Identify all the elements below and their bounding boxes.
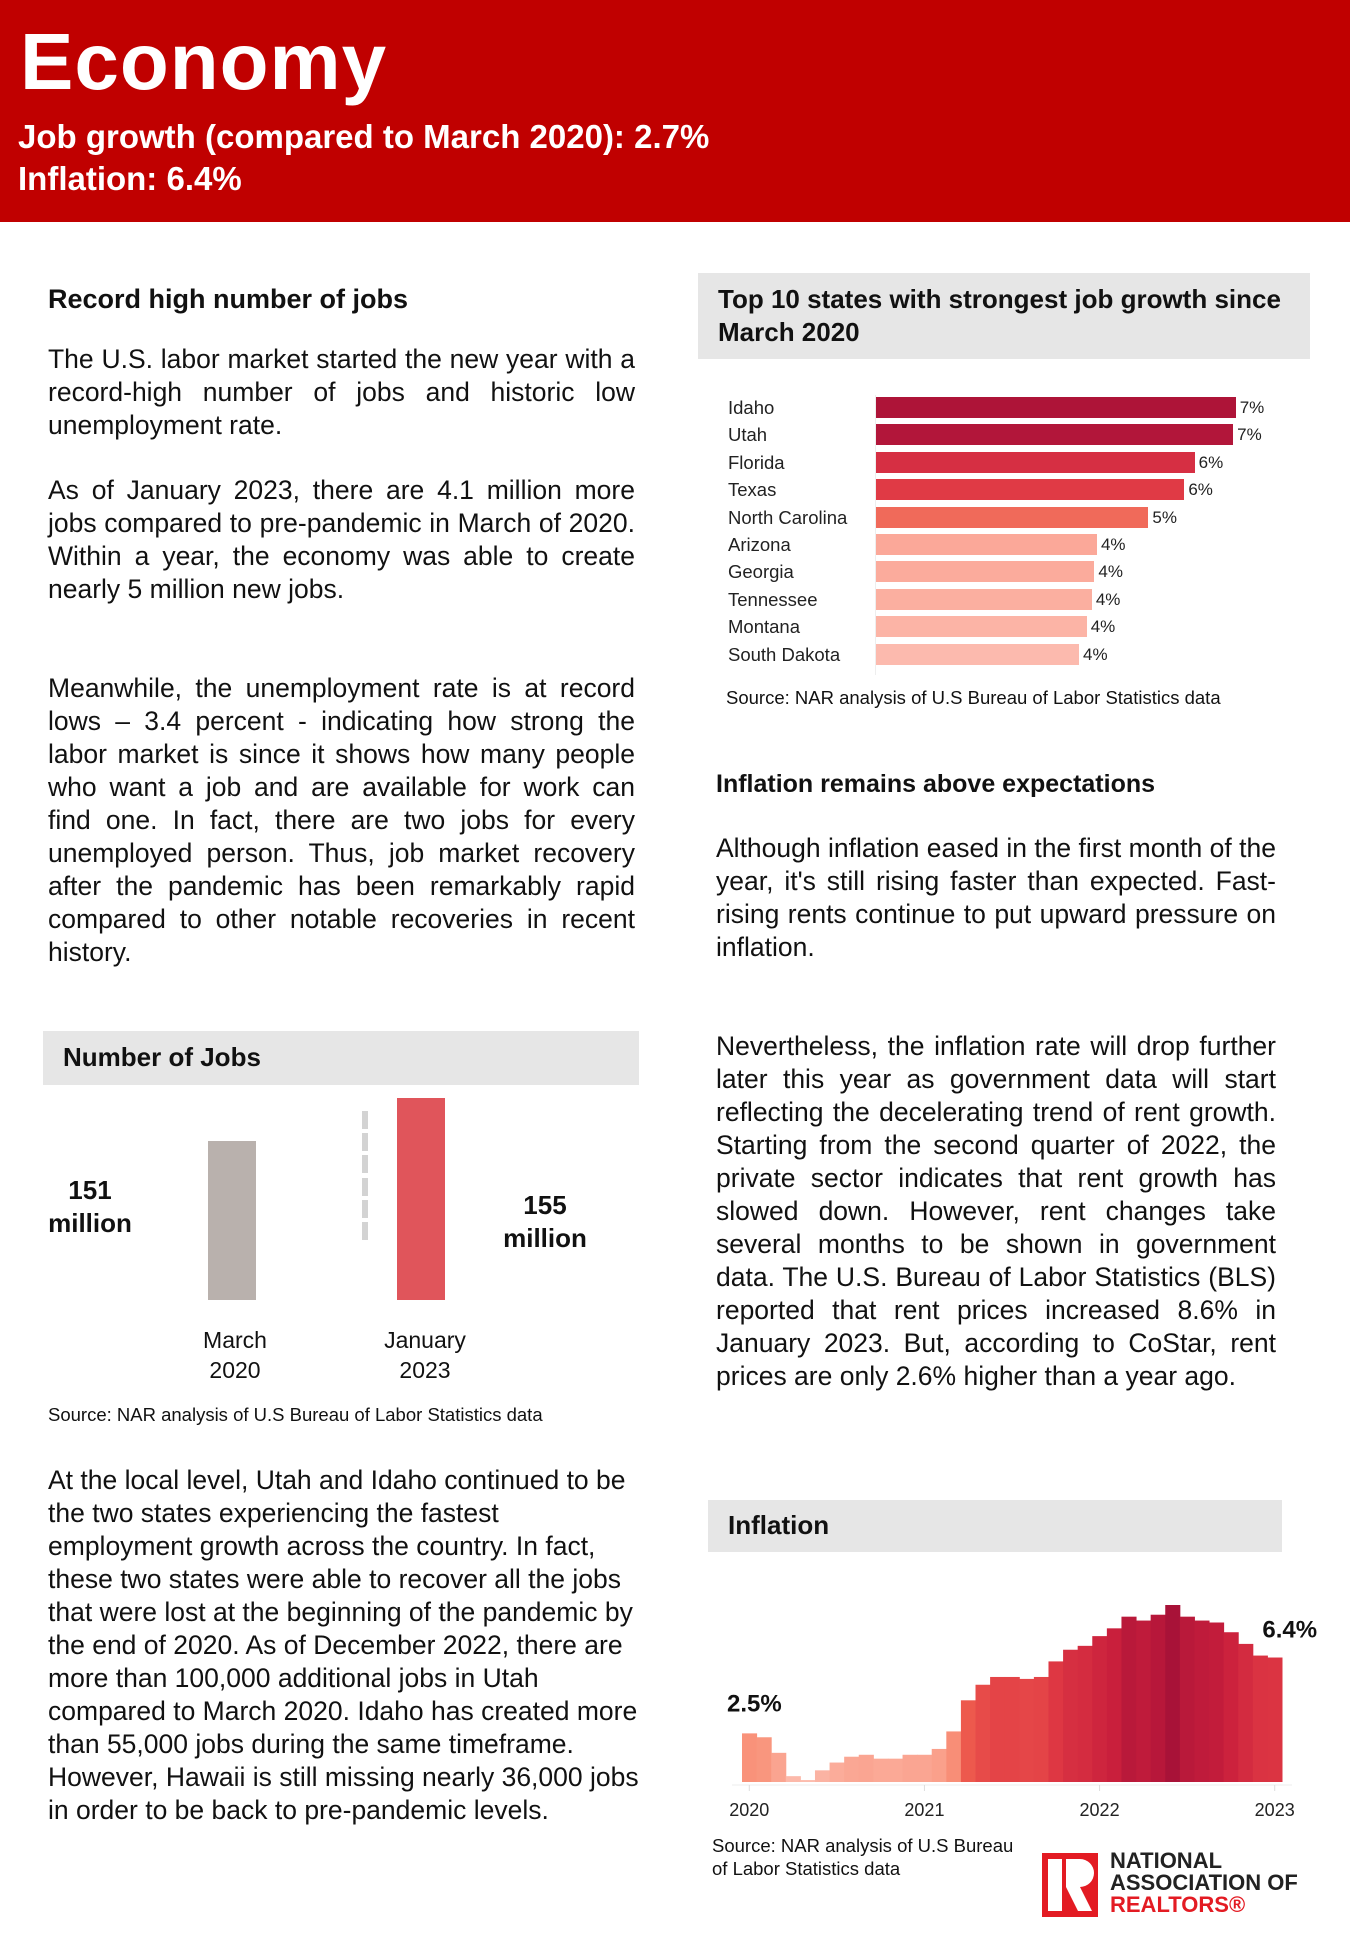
jobs-chart-title: Number of Jobs bbox=[63, 1042, 261, 1072]
jobs-chart bbox=[40, 1085, 640, 1395]
inflation-bar bbox=[990, 1677, 1005, 1782]
state-label: North Carolina bbox=[728, 506, 848, 528]
state-row bbox=[728, 616, 1298, 638]
state-bar bbox=[876, 644, 1079, 665]
jobs-chart-panel bbox=[43, 1031, 639, 1085]
states-chart-title: Top 10 states with strongest job growth since March 2020 bbox=[718, 284, 1281, 347]
jobs-value-unit: million bbox=[503, 1223, 587, 1253]
inflation-bar bbox=[1005, 1677, 1020, 1782]
divider-dash bbox=[362, 1133, 368, 1151]
inflation-bar bbox=[1063, 1650, 1078, 1782]
divider-dash bbox=[362, 1200, 368, 1218]
paragraph-intro: The U.S. labor market started the new year with a record-high number of jobs and historic low unemployment rate. bbox=[48, 344, 635, 440]
state-label: Texas bbox=[728, 479, 777, 501]
jobs-value-label-march-2020 bbox=[45, 1174, 135, 1240]
inflation-annotation-label: 6.4% bbox=[1262, 1616, 1318, 1644]
inflation-bar bbox=[1151, 1615, 1166, 1782]
inflation-year-label: 2022 bbox=[1079, 1800, 1120, 1820]
inflation-chart bbox=[700, 1560, 1340, 1820]
inflation-annotation-label: 2.5% bbox=[727, 1690, 782, 1718]
inflation-bar bbox=[917, 1755, 932, 1782]
state-bar bbox=[876, 479, 1184, 500]
inflation-bar bbox=[903, 1755, 918, 1782]
jobs-value-unit: million bbox=[48, 1208, 132, 1238]
state-bar bbox=[876, 507, 1148, 528]
state-row bbox=[728, 589, 1298, 611]
state-label: Georgia bbox=[728, 561, 794, 583]
inflation-bar bbox=[1019, 1679, 1034, 1782]
divider-dash bbox=[362, 1155, 368, 1173]
inflation-bar bbox=[786, 1776, 801, 1782]
state-row bbox=[728, 507, 1298, 529]
inflation-bar bbox=[932, 1749, 947, 1782]
inflation-bar bbox=[1078, 1646, 1093, 1782]
states-chart-panel bbox=[698, 273, 1310, 359]
state-value-label: 5% bbox=[1152, 507, 1177, 527]
inflation-year-label: 2020 bbox=[729, 1800, 770, 1820]
page-title: Economy bbox=[20, 17, 388, 106]
state-label: Idaho bbox=[728, 397, 775, 418]
state-label: Florida bbox=[728, 451, 785, 473]
jobs-category-year: 2020 bbox=[209, 1357, 261, 1383]
section-heading-jobs: Record high number of jobs bbox=[48, 284, 409, 314]
jobs-category-month: March bbox=[203, 1327, 267, 1353]
state-bar bbox=[876, 616, 1087, 637]
inflation-bar bbox=[1121, 1617, 1136, 1782]
inflation-bar bbox=[1194, 1621, 1209, 1782]
jobs-chart-source: Source: NAR analysis of U.S Bureau of Labor Statistics data bbox=[48, 1404, 543, 1425]
state-row bbox=[728, 479, 1298, 501]
state-value-label: 4% bbox=[1082, 644, 1108, 664]
inflation-bar bbox=[1224, 1632, 1239, 1782]
jobs-category-january-2023 bbox=[355, 1325, 495, 1385]
logo-line-1: NATIONAL bbox=[1110, 1848, 1223, 1873]
inflation-bar bbox=[1209, 1623, 1224, 1782]
paragraph-unemployment: Meanwhile, the unemployment rate is at record lows – 3.4 percent - indicating how strong the labor market is since it shows how many people who want a job and are available for work can find one. In fact, there are two jobs for every unemployed person. Thus, job market recovery after the pandemic has been remarkably rapid compared to other notable recoveries in recent history. bbox=[48, 673, 635, 967]
jobs-bar-march-2020 bbox=[208, 1141, 256, 1300]
state-row bbox=[728, 561, 1298, 583]
state-row bbox=[728, 534, 1298, 556]
inflation-bar bbox=[742, 1733, 757, 1782]
divider-dash bbox=[362, 1222, 368, 1240]
inflation-year-label: 2021 bbox=[904, 1800, 945, 1820]
state-bar bbox=[876, 424, 1233, 445]
inflation-bar bbox=[800, 1780, 815, 1782]
state-bar bbox=[876, 452, 1195, 473]
inflation-bar bbox=[815, 1770, 830, 1782]
inflation-bar bbox=[873, 1759, 888, 1782]
inflation-bar bbox=[888, 1759, 903, 1782]
states-chart-source: Source: NAR analysis of U.S Bureau of Labor Statistics data bbox=[726, 687, 1221, 708]
inflation-bar bbox=[1267, 1658, 1282, 1782]
logo-line-2: ASSOCIATION OF bbox=[1110, 1870, 1298, 1895]
logo-line-3: REALTORS® bbox=[1110, 1892, 1246, 1917]
nar-logo-text bbox=[1110, 1850, 1298, 1916]
state-value-label: 4% bbox=[1090, 617, 1116, 637]
page-header bbox=[0, 0, 1350, 222]
jobs-bar-january-2023 bbox=[397, 1098, 445, 1300]
jobs-category-year: 2023 bbox=[399, 1357, 451, 1383]
state-bar bbox=[876, 534, 1097, 555]
inflation-bar bbox=[757, 1737, 772, 1782]
divider-dash bbox=[362, 1111, 368, 1129]
inflation-bar bbox=[961, 1700, 976, 1782]
inflation-bar bbox=[1034, 1677, 1049, 1782]
state-label: Arizona bbox=[728, 534, 791, 555]
jobs-category-month: January bbox=[384, 1327, 466, 1353]
state-value-label: 7% bbox=[1237, 425, 1262, 445]
inflation-bar bbox=[976, 1685, 991, 1782]
inflation-chart-title: Inflation bbox=[728, 1510, 830, 1540]
state-label: South Dakota bbox=[728, 643, 841, 665]
state-bar bbox=[876, 397, 1236, 418]
inflation-bar bbox=[946, 1731, 961, 1782]
state-value-label: 4% bbox=[1100, 535, 1126, 554]
paragraph-local-level: At the local level, Utah and Idaho continued to be the two states experiencing the fastest employment growth across the country. In fact, these two states were able to recover all the jobs that were lost at the beginning of the pandemic by the end of 2020. As of December 2022, there are more than 100,000 additional jobs in Utah compared to March 2020. Idaho has created more than 55,000 jobs during the same timeframe. However, Hawaii is still missing nearly 36,000 jobs in order to be back to pre-pandemic levels. bbox=[48, 1465, 639, 1825]
inflation-chart-panel bbox=[708, 1500, 1282, 1552]
inflation-bar bbox=[1136, 1621, 1151, 1782]
inflation-bar bbox=[1048, 1661, 1063, 1782]
state-row bbox=[728, 397, 1298, 419]
paragraph-inflation-intro: Although inflation eased in the first month of the year, it's still rising faster than expected. Fast-rising rents continue to put upward pressure on inflation. bbox=[716, 833, 1276, 962]
inflation-bar bbox=[1165, 1605, 1180, 1782]
state-value-label: 6% bbox=[1198, 452, 1224, 472]
inflation-headline: Inflation: 6.4% bbox=[18, 160, 242, 197]
inflation-chart-source: Source: NAR analysis of U.S Bureau of Labor Statistics data bbox=[712, 1835, 1014, 1879]
inflation-bar bbox=[771, 1753, 786, 1782]
state-row bbox=[728, 644, 1298, 666]
inflation-bar bbox=[1238, 1644, 1253, 1782]
job-growth-headline: Job growth (compared to March 2020): 2.7% bbox=[18, 118, 710, 155]
state-label: Utah bbox=[728, 424, 768, 446]
jobs-category-march-2020 bbox=[180, 1325, 290, 1385]
inflation-bar bbox=[844, 1757, 859, 1782]
state-bar bbox=[876, 561, 1094, 582]
state-bar bbox=[876, 589, 1092, 610]
state-value-label: 7% bbox=[1239, 398, 1265, 417]
paragraph-inflation-outlook: Nevertheless, the inflation rate will drop further later this year as government data will start reflecting the decelerating trend of rent growth. Starting from the second quarter of 2022, the private sector indicates that rent growth has slowed down. However, rent changes take several months to be shown in government data. The U.S. Bureau of Labor Statistics (BLS) reported that rent prices increased 8.6% in January 2023. But, according to CoStar, rent prices are only 2.6% higher than a year ago. bbox=[716, 1031, 1276, 1391]
inflation-bar bbox=[859, 1755, 874, 1782]
state-label: Montana bbox=[728, 616, 800, 638]
section-heading-inflation: Inflation remains above expectations bbox=[716, 770, 1156, 798]
paragraph-jobs-count: As of January 2023, there are 4.1 million more jobs compared to pre-pandemic in March of 2020. Within a year, the economy was able to create nearly 5 million new jobs. bbox=[48, 475, 635, 604]
jobs-value-number: 155 bbox=[523, 1190, 567, 1220]
inflation-bar bbox=[1180, 1617, 1195, 1782]
jobs-value-number: 151 bbox=[68, 1175, 112, 1205]
state-value-label: 6% bbox=[1188, 480, 1213, 500]
divider-dash bbox=[362, 1178, 368, 1196]
state-value-label: 4% bbox=[1098, 562, 1123, 582]
jobs-value-label-january-2023 bbox=[480, 1189, 610, 1255]
state-value-label: 4% bbox=[1095, 589, 1121, 609]
inflation-bar bbox=[1107, 1628, 1122, 1782]
realtor-r-logo-icon bbox=[1042, 1853, 1098, 1917]
state-row bbox=[728, 452, 1298, 474]
inflation-bar bbox=[1092, 1636, 1107, 1782]
state-label: Tennessee bbox=[728, 588, 818, 610]
state-row bbox=[728, 424, 1298, 446]
inflation-bar bbox=[830, 1763, 845, 1782]
inflation-year-label: 2023 bbox=[1254, 1800, 1295, 1820]
inflation-bar bbox=[1253, 1656, 1268, 1782]
